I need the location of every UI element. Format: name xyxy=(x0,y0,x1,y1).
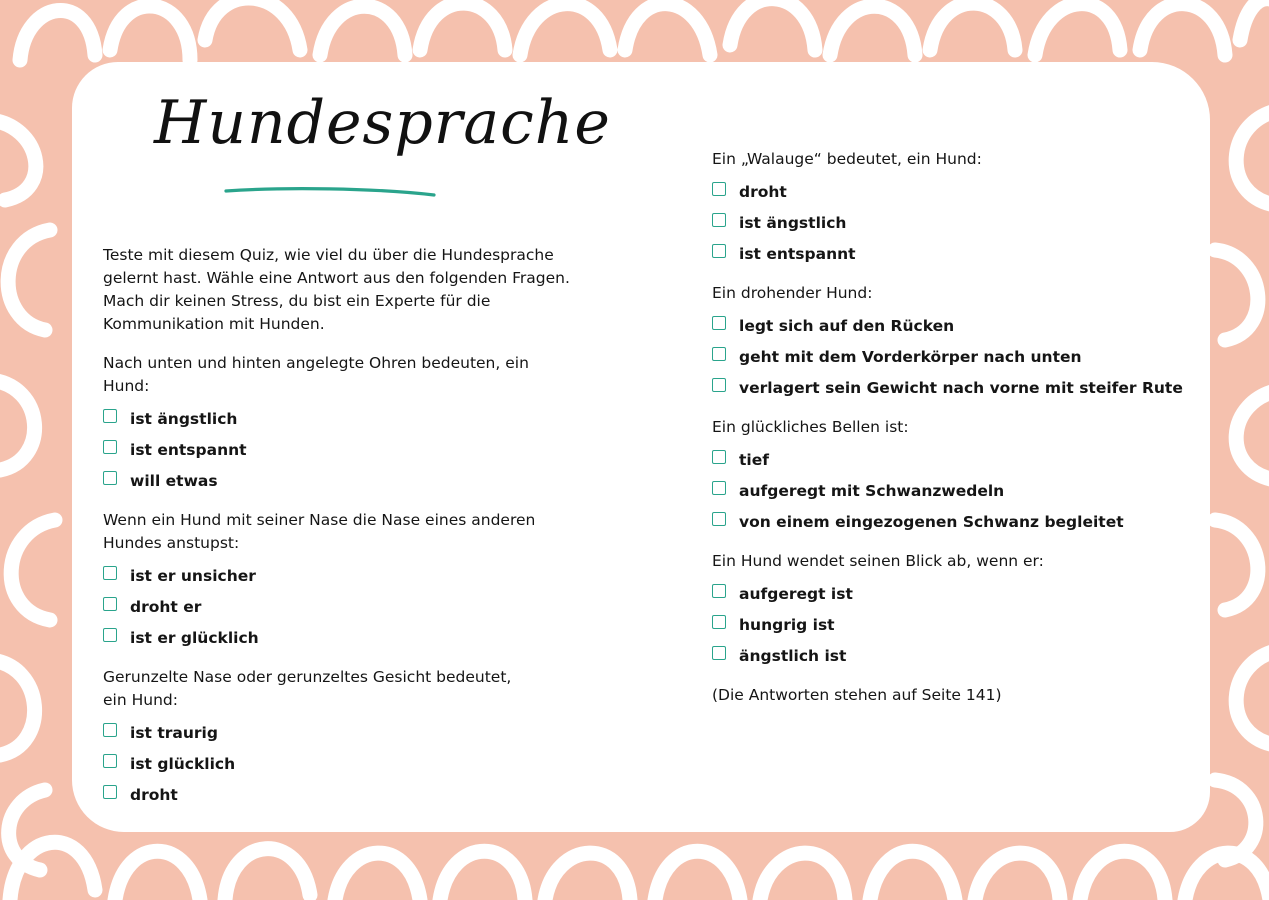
answer-option[interactable] xyxy=(712,177,1182,208)
answer-label: ist traurig xyxy=(130,724,218,742)
answer-option[interactable] xyxy=(103,435,573,466)
answer-checkbox[interactable] xyxy=(712,512,726,526)
quiz-question xyxy=(712,416,1182,538)
question-text: Ein Hund wendet seinen Blick ab, wenn er: xyxy=(712,552,1044,570)
question-text: Wenn ein Hund mit seiner Nase die Nase eines anderen Hundes anstupst: xyxy=(103,511,536,552)
answer-label: ist ängstlich xyxy=(130,410,238,428)
answer-checkbox[interactable] xyxy=(712,244,726,258)
answer-option[interactable] xyxy=(712,641,1182,672)
answer-option[interactable] xyxy=(712,476,1182,507)
answer-label: ängstlich ist xyxy=(739,647,847,665)
answer-option[interactable] xyxy=(712,373,1182,404)
answer-checkbox[interactable] xyxy=(712,316,726,330)
left-question-list xyxy=(103,352,573,811)
answer-option[interactable] xyxy=(712,579,1182,610)
answer-checkbox[interactable] xyxy=(712,450,726,464)
answers-footnote: (Die Antworten stehen auf Seite 141) xyxy=(712,686,1002,704)
answer-option[interactable] xyxy=(712,311,1182,342)
answer-option[interactable] xyxy=(712,208,1182,239)
answer-checkbox[interactable] xyxy=(103,566,117,580)
answer-checkbox[interactable] xyxy=(103,785,117,799)
answer-label: ist glücklich xyxy=(130,755,236,773)
answer-option[interactable] xyxy=(712,610,1182,641)
answer-label: hungrig ist xyxy=(739,616,835,634)
intro-text: Teste mit diesem Quiz, wie viel du über die Hundesprache gelernt hast. Wähle eine Antwort aus den folgenden Fragen. Mach dir keinen Stress, du bist ein Experte für die Kommunikation mit Hunden. xyxy=(103,246,570,333)
answer-label: ist er glücklich xyxy=(130,629,259,647)
answer-checkbox[interactable] xyxy=(103,440,117,454)
answer-checkbox[interactable] xyxy=(103,723,117,737)
answer-checkbox[interactable] xyxy=(103,628,117,642)
answer-option[interactable] xyxy=(103,718,573,749)
answer-option[interactable] xyxy=(103,623,573,654)
answer-option[interactable] xyxy=(103,561,573,592)
quiz-question xyxy=(712,148,1182,270)
question-text: Ein drohender Hund: xyxy=(712,284,873,302)
answer-label: droht xyxy=(739,183,787,201)
answer-checkbox[interactable] xyxy=(712,213,726,227)
answer-label: droht er xyxy=(130,598,202,616)
left-column xyxy=(103,244,573,823)
answer-option[interactable] xyxy=(103,749,573,780)
answer-checkbox[interactable] xyxy=(712,646,726,660)
quiz-question xyxy=(103,352,573,497)
question-text: Ein glückliches Bellen ist: xyxy=(712,418,909,436)
quiz-question xyxy=(103,509,573,654)
answer-option[interactable] xyxy=(712,342,1182,373)
quiz-question xyxy=(103,666,573,811)
answer-label: droht xyxy=(130,786,178,804)
answer-label: verlagert sein Gewicht nach vorne mit steifer Rute xyxy=(739,379,1183,397)
answer-checkbox[interactable] xyxy=(712,347,726,361)
answer-options xyxy=(712,311,1182,404)
answer-label: ist er unsicher xyxy=(130,567,256,585)
answer-option[interactable] xyxy=(103,780,573,811)
answer-checkbox[interactable] xyxy=(103,754,117,768)
answer-checkbox[interactable] xyxy=(712,182,726,196)
answer-checkbox[interactable] xyxy=(103,471,117,485)
answer-option[interactable] xyxy=(712,507,1182,538)
question-text: Ein „Walauge“ bedeutet, ein Hund: xyxy=(712,150,982,168)
quiz-question xyxy=(712,550,1182,672)
answer-label: aufgeregt mit Schwanzwedeln xyxy=(739,482,1005,500)
answer-checkbox[interactable] xyxy=(103,597,117,611)
answer-options xyxy=(712,177,1182,270)
answer-checkbox[interactable] xyxy=(712,584,726,598)
answer-label: tief xyxy=(739,451,769,469)
answer-options xyxy=(712,445,1182,538)
answer-option[interactable] xyxy=(712,239,1182,270)
answer-label: legt sich auf den Rücken xyxy=(739,317,955,335)
right-question-list xyxy=(712,148,1182,672)
answer-checkbox[interactable] xyxy=(712,378,726,392)
quiz-question xyxy=(712,282,1182,404)
answer-label: ist entspannt xyxy=(739,245,856,263)
answer-checkbox[interactable] xyxy=(712,615,726,629)
answer-label: will etwas xyxy=(130,472,218,490)
answer-checkbox[interactable] xyxy=(712,481,726,495)
answer-options xyxy=(103,404,573,497)
right-column xyxy=(712,148,1182,707)
answer-checkbox[interactable] xyxy=(103,409,117,423)
answer-option[interactable] xyxy=(712,445,1182,476)
question-text: Nach unten und hinten angelegte Ohren bedeuten, ein Hund: xyxy=(103,354,529,395)
answer-options xyxy=(103,561,573,654)
page-title: Hundesprache xyxy=(154,88,611,158)
answer-label: von einem eingezogenen Schwanz begleitet xyxy=(739,513,1124,531)
answer-label: geht mit dem Vorderkörper nach unten xyxy=(739,348,1082,366)
answer-label: aufgeregt ist xyxy=(739,585,853,603)
answer-label: ist ängstlich xyxy=(739,214,847,232)
question-text: Gerunzelte Nase oder gerunzeltes Gesicht bedeutet, ein Hund: xyxy=(103,668,512,709)
answer-options xyxy=(712,579,1182,672)
answer-options xyxy=(103,718,573,811)
answer-option[interactable] xyxy=(103,466,573,497)
answer-option[interactable] xyxy=(103,404,573,435)
answer-option[interactable] xyxy=(103,592,573,623)
title-underline xyxy=(224,184,438,202)
answer-label: ist entspannt xyxy=(130,441,247,459)
